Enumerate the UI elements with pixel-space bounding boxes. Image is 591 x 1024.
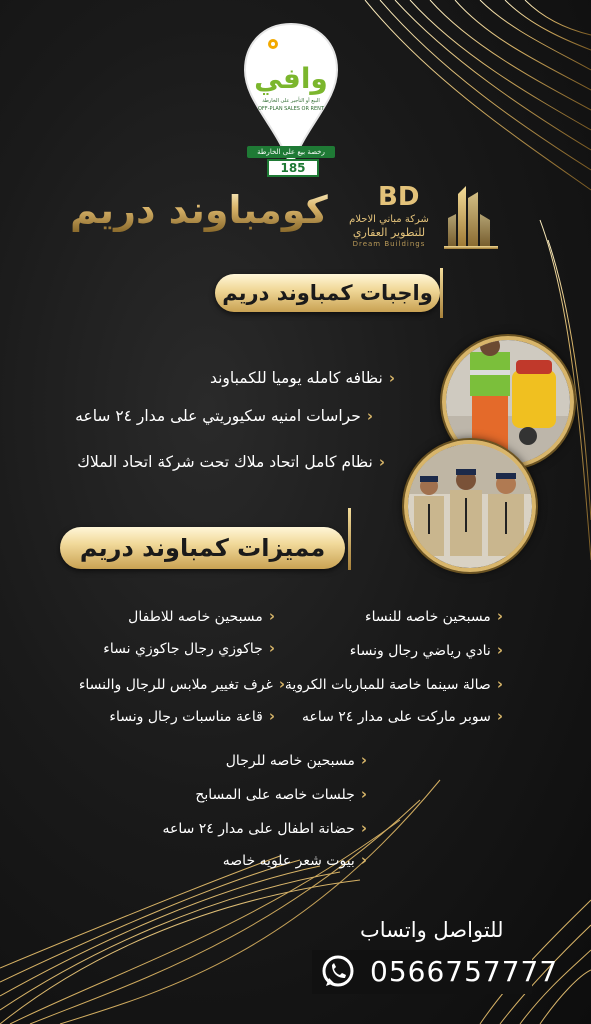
chevron-left-icon: ‹ <box>360 851 367 869</box>
duty-item: ‹نظافه كامله يوميا للكمباوند <box>209 369 395 387</box>
chevron-left-icon: ‹ <box>378 453 385 471</box>
company-name-en: Dream Buildings <box>352 240 426 248</box>
chevron-left-icon: ‹ <box>366 407 373 425</box>
phone-number[interactable]: 0566757777 <box>370 955 559 988</box>
company-name-line1: شركة مباني الاحلام <box>349 214 429 225</box>
building-icon <box>444 184 498 250</box>
wafi-tagline-en: OFF-PLAN SALES OR RENT <box>258 106 324 112</box>
wafi-license-badge <box>243 22 339 175</box>
wafi-logo-text: وافي <box>254 62 328 95</box>
feature-item: ‹قاعة مناسبات رجال ونساء <box>109 707 275 725</box>
wafi-tagline-ar: البيع أو التأجير على الخارطة <box>262 98 320 104</box>
chevron-left-icon: ‹ <box>496 607 503 625</box>
chevron-left-icon: ‹ <box>496 675 503 693</box>
chevron-left-icon: ‹ <box>360 785 367 803</box>
feature-item: ‹جاكوزي رجال جاكوزي نساء <box>103 639 275 657</box>
company-initials: BD <box>378 182 420 212</box>
chevron-left-icon: ‹ <box>388 369 395 387</box>
chevron-left-icon: ‹ <box>278 675 285 693</box>
feature-item: ‹جلسات خاصه على المسابح <box>195 785 367 803</box>
features-heading: مميزات كمباوند دريم <box>79 534 326 562</box>
features-banner-edge <box>348 508 351 570</box>
feature-item: ‹مسبحين خاصه للنساء <box>365 607 503 625</box>
duty-item: ‹حراسات امنيه سكيوريتي على مدار ٢٤ ساعه <box>75 407 373 425</box>
features-banner <box>60 527 345 569</box>
compound-title: كومباوند دريم <box>70 188 328 232</box>
feature-item: ‹مسبحين خاصه للاطفال <box>128 607 275 625</box>
duty-item: ‹نظام كامل اتحاد ملاك تحت شركة اتحاد الملاك <box>77 453 385 471</box>
license-number: 185 <box>267 159 319 177</box>
feature-item: ‹سوبر ماركت على مدار ٢٤ ساعه <box>301 707 503 725</box>
duties-banner-edge <box>440 268 443 318</box>
feature-item: ‹بيوت شعر علويه خاصه <box>222 851 367 869</box>
chevron-left-icon: ‹ <box>496 707 503 725</box>
feature-item: ‹غرف تغيير ملابس للرجال والنساء <box>78 675 285 693</box>
chevron-left-icon: ‹ <box>496 641 503 659</box>
whatsapp-contact-box[interactable] <box>312 950 559 994</box>
chevron-left-icon: ‹ <box>268 607 275 625</box>
chevron-left-icon: ‹ <box>268 639 275 657</box>
security-guards-photo <box>404 440 536 572</box>
duties-heading: واجبات كمباوند دريم <box>222 281 433 305</box>
chevron-left-icon: ‹ <box>360 751 367 769</box>
chevron-left-icon: ‹ <box>268 707 275 725</box>
feature-item: ‹نادي رياضي رجال ونساء <box>349 641 503 659</box>
contact-label: للتواصل واتساب <box>360 918 504 942</box>
license-label: رخصة بيع على الخارطة <box>247 146 335 158</box>
company-name-line2: للتطوير العقاري <box>352 226 426 239</box>
whatsapp-icon <box>320 954 356 990</box>
company-logo <box>340 182 500 252</box>
feature-item: ‹صالة سينما خاصة للمباريات الكروية <box>284 675 503 693</box>
feature-item: ‹مسبحين خاصه للرجال <box>225 751 367 769</box>
feature-item: ‹حضانة اطفال على مدار ٢٤ ساعه <box>162 819 367 837</box>
duties-banner <box>215 274 440 312</box>
chevron-left-icon: ‹ <box>360 819 367 837</box>
